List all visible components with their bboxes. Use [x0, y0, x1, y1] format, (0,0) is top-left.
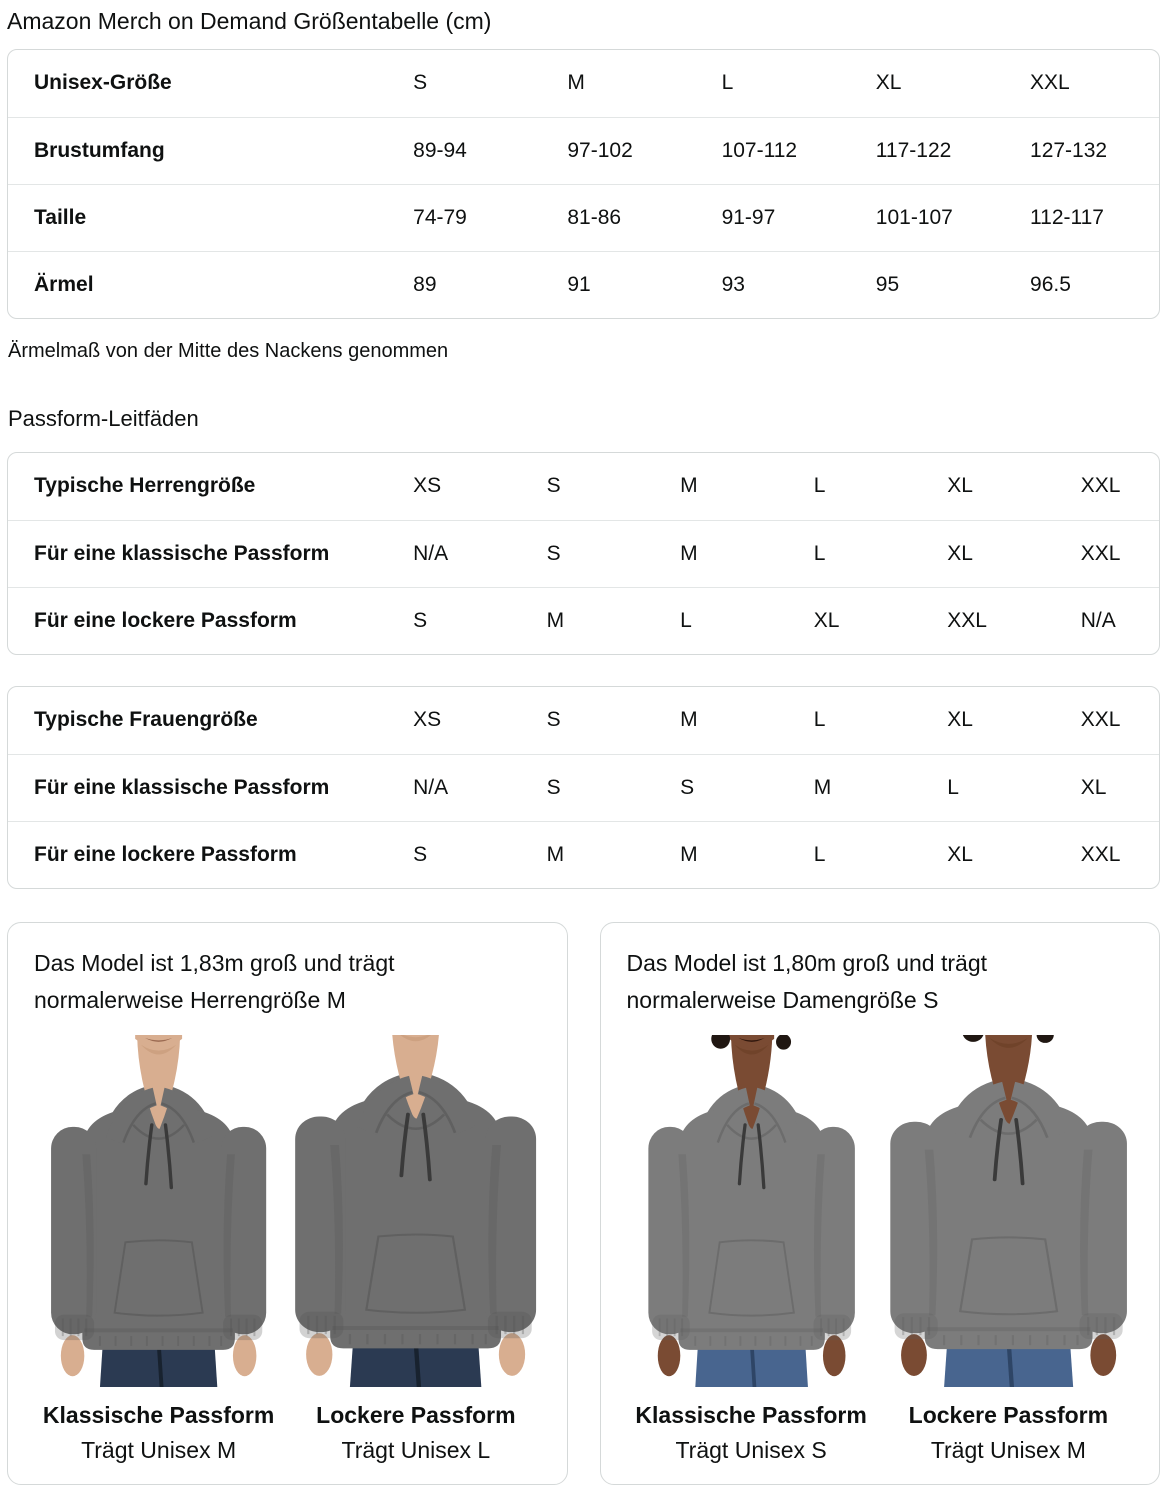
size-value: L — [814, 821, 948, 888]
size-value: M — [814, 754, 948, 821]
model-description: Das Model ist 1,83m groß und trägt normalerweise Herrengröße M — [34, 950, 395, 1013]
size-value: 107-112 — [722, 117, 876, 184]
size-value: 91-97 — [722, 184, 876, 251]
size-value: 101-107 — [876, 184, 1030, 251]
sleeve-note: Ärmelmaß von der Mitte des Nackens genommen — [8, 340, 449, 362]
model-description: Das Model ist 1,80m groß und trägt normalerweise Damengröße S — [626, 950, 987, 1013]
model-photo-loose-fit — [287, 1035, 544, 1387]
size-value: XXL — [1081, 520, 1159, 587]
size-value: M — [547, 587, 681, 654]
size-value: M — [680, 708, 698, 732]
table-row — [8, 184, 1159, 251]
size-value: XS — [413, 708, 442, 732]
size-value: N/A — [413, 520, 547, 587]
wears-label: Trägt Unisex M — [930, 1437, 1086, 1463]
model-cards — [7, 922, 1160, 1485]
fit-label: Lockere Passform — [316, 1402, 516, 1428]
womens-model-card — [600, 922, 1161, 1485]
row-label: Für eine klassische Passform — [8, 754, 413, 821]
size-value: XXL — [1081, 821, 1159, 888]
size-value: S — [413, 587, 547, 654]
size-value: 81-86 — [567, 184, 721, 251]
size-value: N/A — [1081, 587, 1159, 654]
row-label: Typische Frauengröße — [34, 708, 258, 732]
size-value: 74-79 — [413, 184, 567, 251]
size-value: S — [547, 754, 681, 821]
size-value: XXL — [947, 587, 1081, 654]
wears-label: Trägt Unisex L — [341, 1437, 491, 1463]
size-value: XXL — [1080, 708, 1121, 732]
size-value: XL — [947, 474, 973, 498]
row-label: Ärmel — [8, 251, 413, 318]
row-label: Taille — [8, 184, 413, 251]
size-value: XL — [814, 587, 948, 654]
size-value: N/A — [413, 754, 547, 821]
size-value: S — [413, 821, 547, 888]
size-value: M — [680, 821, 814, 888]
size-value: M — [547, 821, 681, 888]
model-photo-loose-fit — [880, 1035, 1137, 1387]
wears-label: Trägt Unisex M — [81, 1437, 237, 1463]
unisex-size-table — [7, 49, 1160, 319]
size-value: XL — [1081, 754, 1159, 821]
size-value: 95 — [876, 251, 1030, 318]
size-value: 117-122 — [876, 117, 1030, 184]
table-row — [8, 50, 1159, 117]
size-value: 112-117 — [1030, 184, 1159, 251]
size-value: L — [814, 520, 948, 587]
table-row — [8, 453, 1159, 520]
table-row — [8, 520, 1159, 587]
mens-fit-table — [7, 452, 1160, 655]
size-value: 89-94 — [413, 117, 567, 184]
size-value: XXL — [1080, 474, 1121, 498]
model-photo-classic-fit — [623, 1035, 880, 1387]
model-figure — [623, 1035, 880, 1464]
size-value: XS — [413, 474, 442, 498]
model-photo-classic-fit — [30, 1035, 287, 1387]
size-value: M — [680, 474, 698, 498]
size-value: S — [680, 754, 814, 821]
fit-label: Klassische Passform — [635, 1402, 867, 1428]
size-value: L — [947, 754, 1081, 821]
size-value: XXL — [1030, 71, 1070, 95]
fit-guides-heading: Passform-Leitfäden — [8, 406, 199, 431]
row-label: Für eine lockere Passform — [8, 587, 413, 654]
size-value: S — [547, 520, 681, 587]
fit-label: Lockere Passform — [908, 1402, 1109, 1428]
size-value: 96.5 — [1030, 251, 1159, 318]
size-value: M — [680, 520, 814, 587]
row-label: Unisex-Größe — [34, 71, 172, 95]
row-label: Für eine lockere Passform — [8, 821, 413, 888]
model-figure — [880, 1035, 1137, 1464]
size-value: 93 — [722, 251, 876, 318]
size-value: L — [813, 708, 826, 732]
size-value: S — [546, 474, 561, 498]
model-figure — [30, 1035, 287, 1464]
size-value: M — [567, 71, 585, 95]
mens-model-card — [7, 922, 568, 1485]
size-value: S — [546, 708, 561, 732]
size-value: 127-132 — [1030, 117, 1159, 184]
size-value: 89 — [413, 251, 567, 318]
table-row — [8, 754, 1159, 821]
row-label: Typische Herrengröße — [34, 474, 256, 498]
wears-label: Trägt Unisex S — [675, 1437, 827, 1463]
size-value: 97-102 — [567, 117, 721, 184]
table-row — [8, 687, 1159, 754]
table-row — [8, 117, 1159, 184]
table-row — [8, 587, 1159, 654]
size-value: XL — [947, 520, 1081, 587]
size-value: XL — [947, 821, 1081, 888]
size-value: XL — [875, 71, 902, 95]
page-title: Amazon Merch on Demand Größentabelle (cm) — [7, 8, 492, 34]
table-row — [8, 251, 1159, 318]
womens-fit-table — [7, 686, 1160, 889]
size-value: S — [413, 71, 428, 95]
size-value: 91 — [567, 251, 721, 318]
row-label: Brustumfang — [8, 117, 413, 184]
model-figure — [287, 1035, 544, 1464]
size-value: XL — [947, 708, 973, 732]
table-row — [8, 821, 1159, 888]
size-value: L — [680, 587, 814, 654]
size-value: L — [721, 71, 734, 95]
fit-label: Klassische Passform — [42, 1402, 275, 1428]
size-value: L — [813, 474, 826, 498]
row-label: Für eine klassische Passform — [8, 520, 413, 587]
